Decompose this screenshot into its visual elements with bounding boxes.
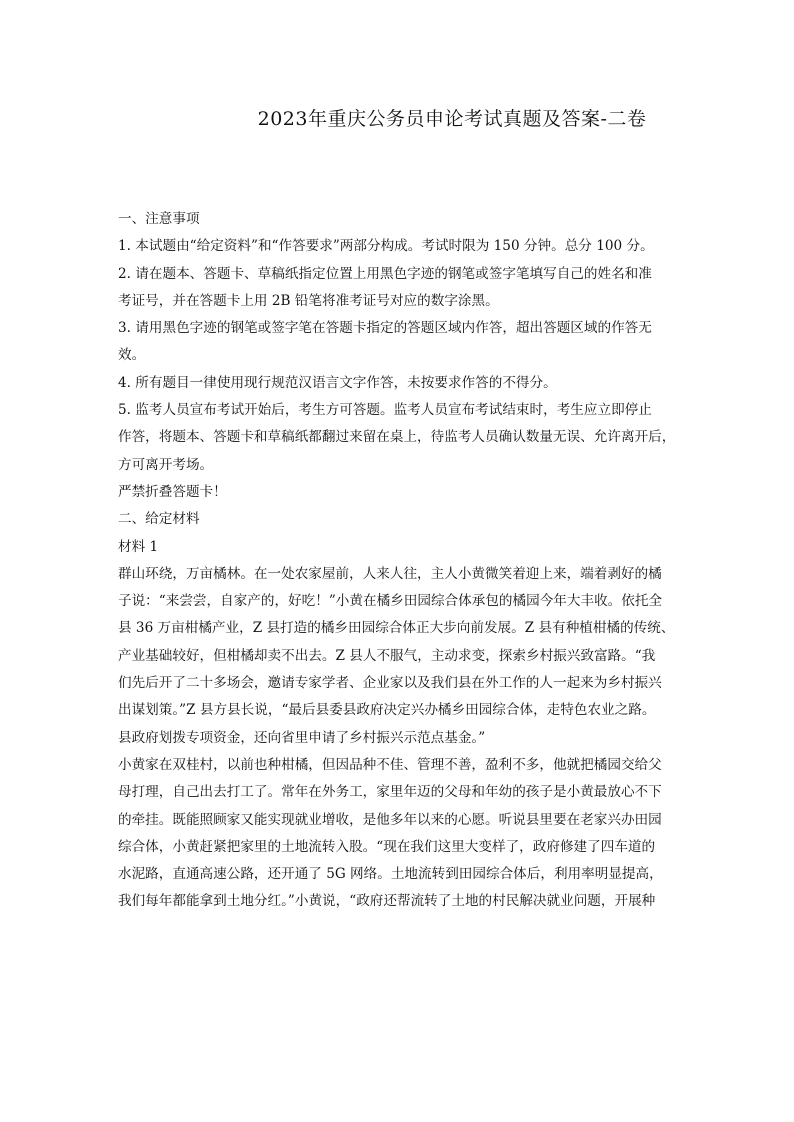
text-line: 4. 所有题目一律使用现行规范汉语言文字作答，未按要求作答的不得分。 (118, 374, 557, 391)
text-line: 县 36 万亩柑橘产业，Z 县打造的橘乡田园综合体正大步向前发展。Z 县有种植柑橘的传统、 (118, 620, 675, 637)
text-line: 县政府划拨专项资金，还向省里申请了乡村振兴示范点基金。” (118, 729, 486, 746)
document-title: 2023年重庆公务员申论考试真题及答案-二卷 (257, 108, 647, 130)
text-line: 母打理，自己出去打工了。常年在外务工，家里年迈的父母和年幼的孩子是小黄最放心不下 (118, 784, 662, 801)
text-line: 群山环绕，万亩橘林。在一处农家屋前，人来人往，主人小黄微笑着迎上来，端着剥好的橘 (118, 565, 662, 582)
text-line: 5. 监考人员宣布考试开始后，考生方可答题。监考人员宣布考试结束时，考生应立即停止 (118, 402, 652, 419)
text-line: 综合体，小黄赶紧把家里的土地流转入股。“现在我们这里大变样了，政府修建了四车道的 (118, 838, 656, 855)
text-line: 一、注意事项 (118, 211, 200, 227)
text-line: 2. 请在题本、答题卡、草稿纸指定位置上用黑色字迹的钢笔或签字笔填写自己的姓名和准 (118, 265, 652, 282)
document-body (118, 206, 704, 916)
text-line: 3. 请用黑色字迹的钢笔或签字笔在答题卡指定的答题区域内作答，超出答题区域的作答无 (118, 320, 652, 337)
text-line: 作答，将题本、答题卡和草稿纸都翻过来留在桌上，待监考人员确认数量无误、允许离开后， (118, 429, 676, 446)
text-line: 产业基础较好，但柑橘却卖不出去。Z 县人不服气，主动求变，探索乡村振兴致富路。“我 (118, 647, 656, 664)
text-line: 小黄家在双桂村，以前也种柑橘，但因品种不佳、管理不善，盈利不多，他就把橘园交给父 (118, 756, 662, 773)
text-line: 方可离开考场。 (118, 456, 214, 473)
text-line: 二、给定材料 (118, 511, 200, 528)
text-line: 水泥路，直通高速公路，还开通了 5G 网络。土地流转到田园综合体后，利用率明显提高， (118, 866, 663, 883)
text-line: 出谋划策。”Z 县方县长说，“最后县委县政府决定兴办橘乡田园综合体，走特色农业之路。 (118, 702, 656, 719)
text-line: 我们每年都能拿到土地分红。”小黄说，“政府还帮流转了土地的村民解决就业问题，开展种 (118, 893, 656, 910)
text-line: 们先后开了二十多场会，邀请专家学者、企业家以及我们县在外工作的人一起来为乡村振兴 (118, 675, 662, 692)
text-line: 效。 (118, 347, 146, 364)
text-line: 1. 本试题由“给定资料”和“作答要求”两部分构成。考试时限为 150 分钟。总分 100 分。 (118, 238, 654, 255)
text-line: 考证号，并在答题卡上用 2B 铅笔将准考证号对应的数字涂黑。 (118, 292, 499, 309)
text-line: 严禁折叠答题卡！ (118, 483, 227, 500)
text-line: 的牵挂。既能照顾家又能实现就业增收，是他多年以来的心愿。听说县里要在老家兴办田园 (118, 811, 662, 828)
text-line: 子说：“来尝尝，自家产的，好吃！”小黄在橘乡田园综合体承包的橘园今年大丰收。依托全 (118, 593, 663, 610)
text-line: 材料 1 (118, 538, 159, 555)
